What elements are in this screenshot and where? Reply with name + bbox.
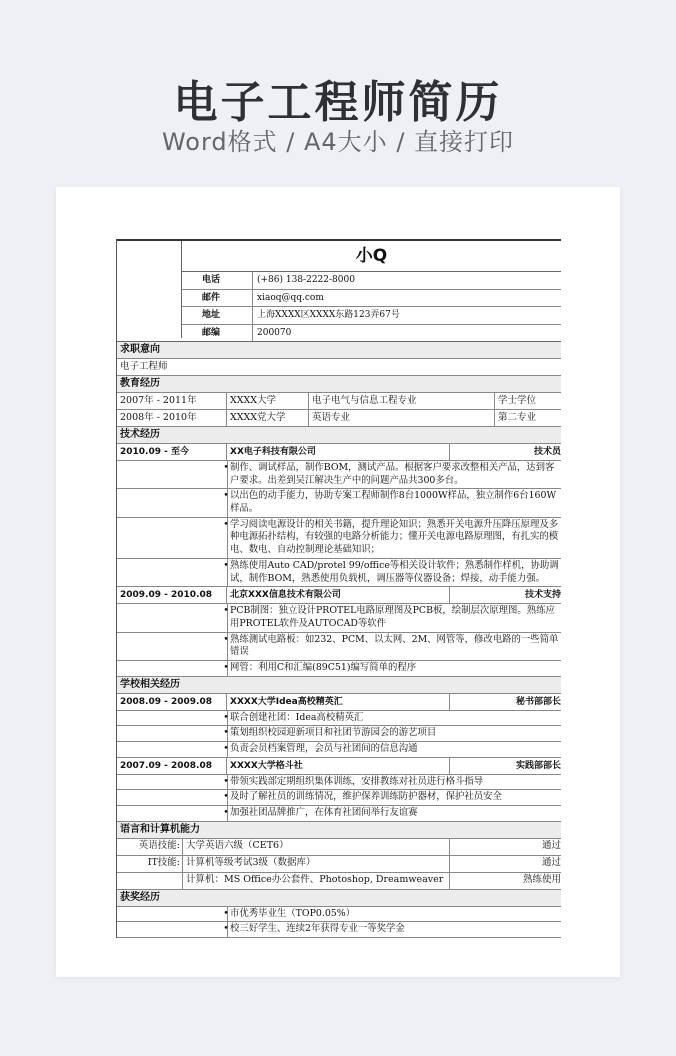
resume-table [116, 239, 561, 938]
skill-result: 通过 [541, 840, 561, 852]
contact-label: 电话 [182, 272, 253, 289]
edu-school: XXXX大学 [227, 393, 309, 409]
job-period: 2009.09 - 2010.08 [117, 587, 227, 603]
skill-label: IT技能: [117, 856, 183, 872]
section-work: 技术经历 [117, 427, 561, 444]
bullet-text: 策划组织校园迎新项目和社团节游园会的游艺项目 [230, 727, 437, 739]
bullet-text: 校三好学生、连续2年获得专业一等奖学金 [230, 923, 405, 935]
bullet-mark: • [223, 907, 229, 919]
skill-result: 通过 [541, 857, 561, 869]
campus-role: 实践部部长 [515, 760, 561, 771]
bullet-text: 网管：利用C和汇编(89C51)编写简单的程序 [230, 661, 417, 673]
campus-bullet [117, 711, 561, 727]
campus-bullet [117, 726, 561, 742]
job-role: 技术员 [533, 446, 561, 457]
contact-value: 200070 [257, 327, 292, 338]
campus-header [117, 694, 561, 711]
bullet-mark: • [223, 775, 229, 787]
campus-org: XXXX大学Idea高校精英汇 [227, 694, 450, 710]
bullet-mark: • [223, 727, 229, 739]
bullet-mark: • [223, 462, 229, 473]
skill-label: 英语技能: [117, 839, 183, 855]
campus-bullet [117, 790, 561, 806]
resume-paper [56, 187, 620, 977]
job-bullet [117, 461, 561, 489]
edu-period: 2008年 - 2010年 [117, 410, 227, 426]
bullet-text: 制作、调试样品，制作BOM，测试产品。根据客户要求改整相关产品，达到客户要求。出差到吴江解决生产中的问题产品共300多台。 [230, 462, 555, 486]
contact-email [182, 290, 561, 308]
job-bullet [117, 518, 561, 559]
bullet-text: 带领实践部定期组织集体训练，安排教练对社员进行格斗指导 [230, 775, 484, 787]
edu-degree: 第二专业 [498, 411, 537, 423]
job-period: 2010.09 - 至今 [117, 444, 227, 460]
job-header [117, 587, 561, 604]
section-campus: 学校相关经历 [117, 677, 561, 694]
objective-value: 电子工程师 [117, 359, 561, 376]
bullet-mark: • [223, 490, 229, 502]
resume-header [117, 239, 561, 342]
job-role: 技术支持 [524, 590, 561, 601]
award-bullet [117, 907, 561, 923]
contact-label: 邮编 [182, 325, 253, 342]
edu-major: 英语专业 [309, 410, 495, 426]
edu-degree: 学士学位 [498, 394, 537, 406]
bullet-text: 学习阅读电源设计的相关书籍，提升理论知识；熟悉开关电源升压降压原理及多种电源拓扑结构，有较强的电路分析能力；懂开关电源电路原理图，有扎实的模电、数电、自动控制理论基础知识； [230, 518, 559, 556]
job-company: XX电子科技有限公司 [227, 444, 450, 460]
edu-period: 2007年 - 2011年 [117, 393, 227, 409]
photo-placeholder [117, 241, 182, 338]
edu-school: XXXX党大学 [227, 410, 309, 426]
skill-label [117, 873, 183, 889]
section-education: 教育经历 [117, 376, 561, 393]
bullet-text: 以出色的动手能力，协助专案工程师制作8台1000W样品，独立制作6台160W样品。 [230, 490, 557, 515]
bullet-mark: • [223, 743, 229, 754]
hero-subtitle: Word格式 / A4大小 / 直接打印 [161, 128, 515, 156]
bullet-mark: • [223, 711, 229, 723]
bullet-text: 熟练测试电路板：如232、PCM、以太网、2M、网管等，修改电路的一些简单错误 [230, 633, 559, 658]
campus-bullet [117, 806, 561, 822]
job-bullet [117, 661, 561, 677]
bullet-mark: • [223, 633, 229, 645]
skill-value: 计算机等级考试3级（数据库） [183, 856, 450, 872]
contact-label: 地址 [182, 307, 253, 324]
contact-label: 邮件 [182, 290, 253, 307]
bullet-mark: • [223, 518, 229, 530]
job-bullet [117, 604, 561, 632]
section-objective: 求职意向 [117, 342, 561, 359]
contact-postcode [182, 325, 561, 342]
contact-value: 上海XXXX区XXXX东路123弄67号 [257, 310, 400, 321]
bullet-mark: • [223, 807, 229, 819]
education-row [117, 410, 561, 427]
section-skills: 语言和计算机能力 [117, 822, 561, 839]
bullet-text: 加强社团品牌推广，在体育社团间举行友谊赛 [230, 807, 418, 819]
bullet-text: 市优秀毕业生（TOP0.05%） [230, 907, 356, 919]
contact-address [182, 307, 561, 325]
skill-result: 熟练使用 [522, 874, 561, 886]
campus-org: XXXX大学格斗社 [227, 758, 450, 774]
bullet-text: 及时了解社员的训练情况，维护保养训练防护器材，保护社员安全 [230, 791, 502, 803]
job-header [117, 444, 561, 461]
contact-phone [182, 272, 561, 290]
candidate-name: 小Q [182, 241, 561, 272]
hero-title: 电子工程师简历 [173, 77, 503, 128]
skill-row [117, 839, 561, 856]
bullet-mark: • [223, 605, 229, 617]
bullet-text: PCB制图：独立设计PROTEL电路原理图及PCB板，绘制层次原理图。熟练应用PROTEL软件及AUTOCAD等软件 [230, 605, 555, 629]
contact-value: xiaoq@qq.com [257, 292, 324, 303]
campus-bullet [117, 775, 561, 791]
section-awards: 获奖经历 [117, 890, 561, 907]
skill-row [117, 856, 561, 873]
award-bullet [117, 922, 561, 938]
campus-header [117, 758, 561, 775]
skill-value: 大学英语六级（CET6） [183, 839, 450, 855]
bullet-text: 负责会员档案管理，会员与社团间的信息沟通 [230, 743, 418, 754]
bullet-text: 联合创建社团：Idea高校精英汇 [230, 711, 364, 723]
job-company: 北京XXX信息技术有限公司 [227, 587, 450, 603]
campus-period: 2007.09 - 2008.08 [117, 758, 227, 774]
job-bullet [117, 489, 561, 517]
campus-role: 秘书部部长 [515, 696, 561, 707]
contact-value: (+86) 138-2222-8000 [257, 275, 355, 286]
campus-period: 2008.09 - 2009.08 [117, 694, 227, 710]
bullet-mark: • [223, 923, 229, 935]
bullet-mark: • [223, 559, 229, 571]
education-row [117, 393, 561, 410]
skill-value: 计算机：MS Office办公套件、Photoshop, Dreamweaver [183, 873, 450, 889]
campus-bullet [117, 742, 561, 758]
skill-row [117, 873, 561, 890]
edu-major: 电子电气与信息工程专业 [309, 393, 495, 409]
job-bullet [117, 559, 561, 587]
bullet-mark: • [223, 791, 229, 803]
bullet-text: 熟练使用Auto CAD/protel 99/office等相关设计软件；熟悉制作样机，协助调试，制作BOM，熟悉使用负载机，调压器等仪器设备；焊接，动手能力强。 [230, 559, 559, 584]
bullet-mark: • [223, 661, 229, 673]
job-bullet [117, 633, 561, 661]
